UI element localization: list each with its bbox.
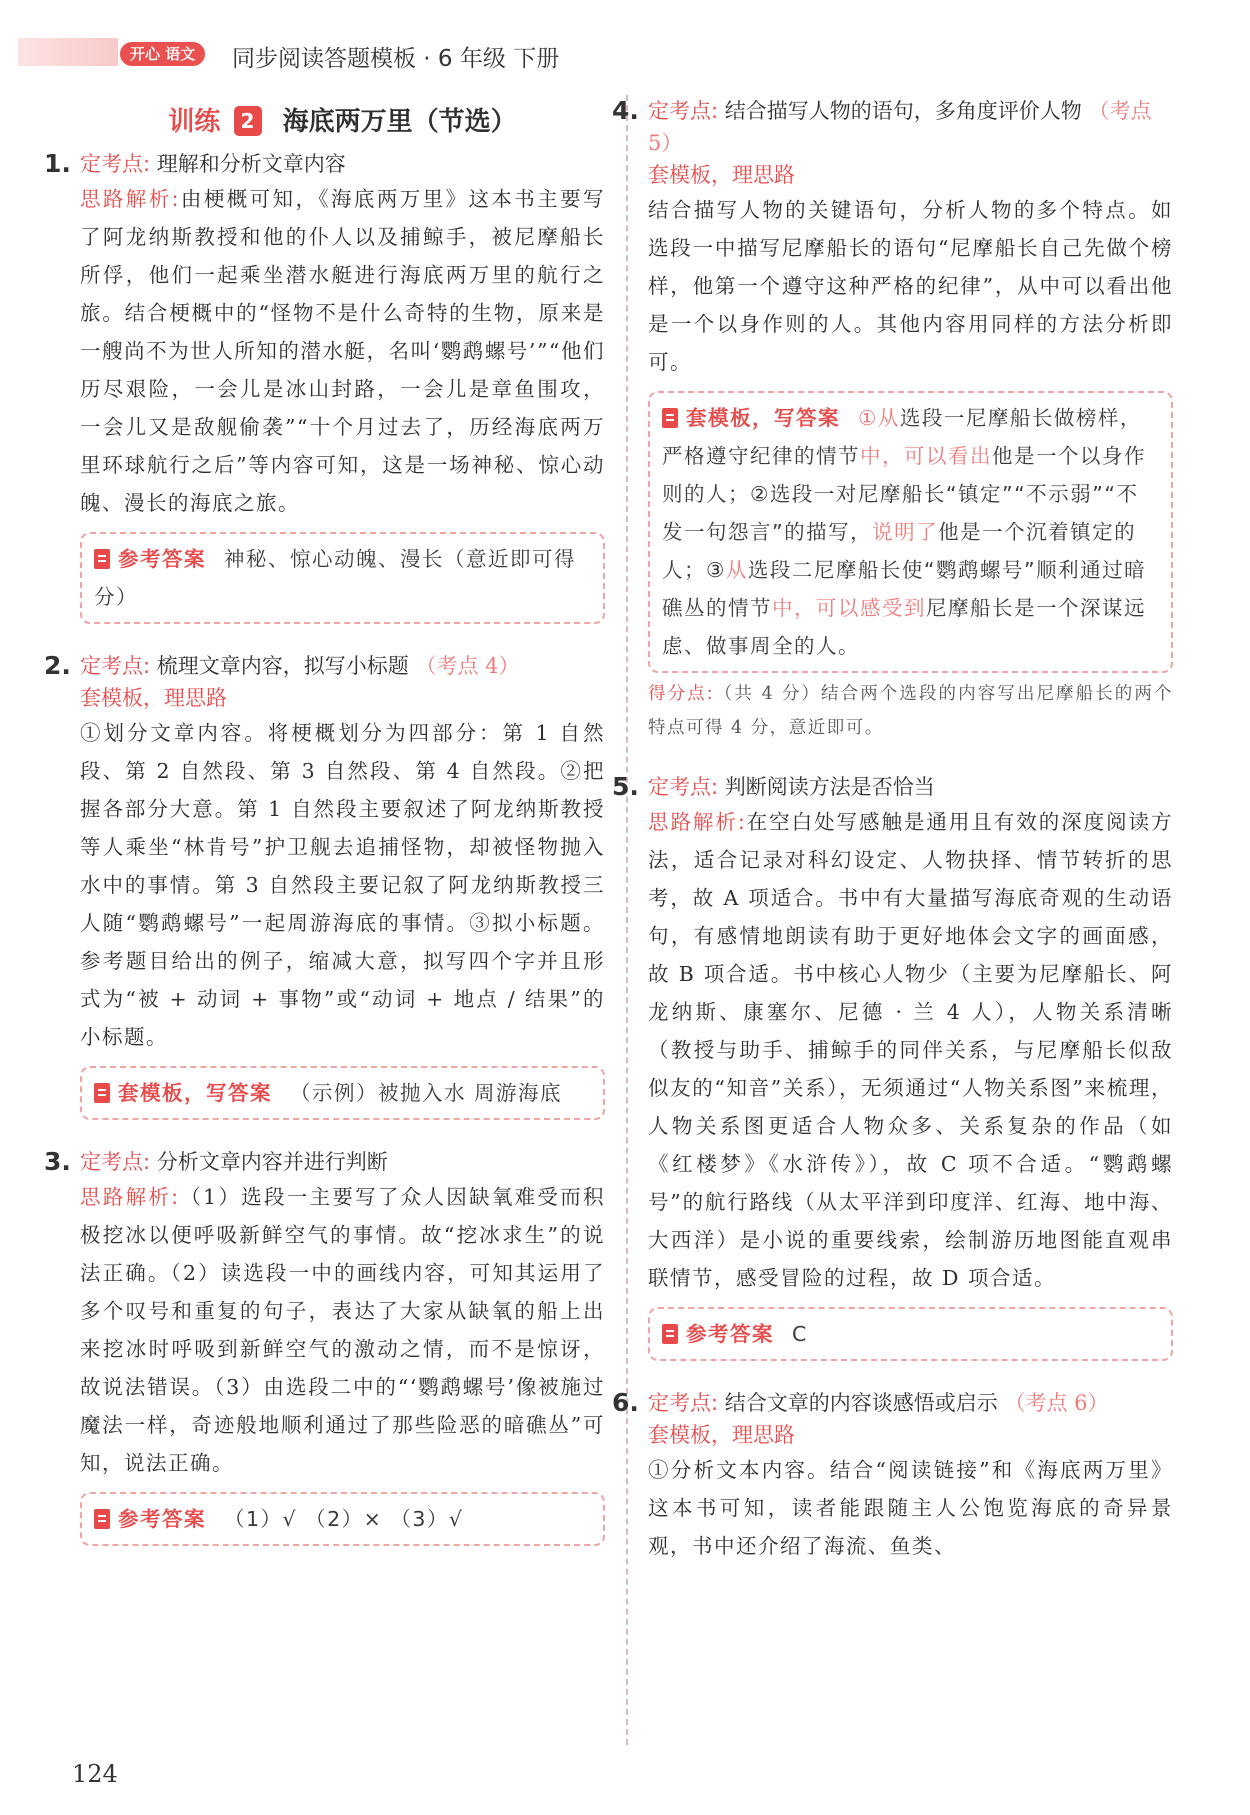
left-column [44,95,605,1572]
answer-label [662,1322,774,1346]
q6-kaodian-note: （考点 6） [1004,1391,1109,1415]
q4-answer-part: 选段一尼摩船长做榜样，严格遵守纪律的情节 [662,406,1142,468]
q6-header [612,1387,1173,1419]
q5-answer-box [648,1307,1173,1361]
q4-answer-part: 中，可以感受到 [772,596,926,620]
defen-label: 得分点: [648,684,715,704]
q4-answer-part: 他是一个沉着镇定的人；③ [662,520,1137,582]
q6-analysis: ①分析文本内容。结合“阅读链接”和《海底两万里》这本书可知，读者能跟随主人公饱览海底的奇异景观，书中还介绍了海流、鱼类、 [648,1458,1173,1558]
q4-answer-part: ①从 [858,406,900,430]
template-think-label: 套模板，理思路 [648,163,795,187]
answer-icon [662,408,678,428]
section-title [80,101,605,138]
kaodian-label: 定考点: [648,775,719,799]
q4-analysis: 结合描写人物的关键语句，分析人物的多个特点。如选段一中描写尼摩船长的语句“尼摩船长自己先做个榜样，他第一个遵守这种严格的纪律”，从中可以看出他是一个以身作则的人。其他内容用同样的方法分析即可。 [648,198,1173,374]
q3-answer-box [80,1492,605,1546]
q4-kaodian: 结合描写人物的语句，多角度评价人物 [724,99,1082,123]
write-answer-label [662,406,840,430]
q1-header [44,148,605,180]
q3-header [44,1146,605,1178]
answer-icon [94,1083,110,1103]
q5-answer: C [792,1322,808,1346]
question-2 [44,650,605,1120]
q1-answer-box [80,532,605,624]
q4-kaodian-note: （考点 5） [648,99,1152,155]
q5-number: 5. [612,772,639,801]
kaodian-label: 定考点: [80,152,151,176]
q5-kaodian: 判断阅读方法是否恰当 [724,775,935,799]
q4-scoring [648,677,1173,745]
q4-answer-part: 他是一个以身作则的人；②选段一对尼摩船长“镇定”“不示弱”“不发一句怨言”的描写， [662,444,1146,544]
q3-kaodian: 分析文章内容并进行判断 [156,1150,388,1174]
write-answer-label-text: 套模板，写答案 [118,1081,272,1105]
q3-answer: （1）√ （2）× （3）√ [224,1507,464,1531]
answer-icon [94,549,110,569]
header-strip [18,38,118,66]
q4-answer-part: 选段二尼摩船长使“鹦鹉螺号”顺利通过暗礁丛的情节 [662,558,1147,620]
q2-number: 2. [44,651,71,680]
silu-label: 思路解析: [648,810,747,834]
q4-answer-part: 从 [725,558,748,582]
q2-analysis: ①划分文章内容。将梗概划分为四部分：第 1 自然段、第 2 自然段、第 3 自然段、第 4 自然段。②把握各部分大意。第 1 自然段主要叙述了阿龙纳斯教授等人乘坐“林肯号”护卫舰去追捕怪物，却被怪物抛入水中的事情。第 3 自然段主要记叙了阿龙纳斯教授三人随“鹦鹉螺号”一起周游海底的事情。③拟小标题。参考题目给出的例子，缩减大意，拟写四个字并且形式为“被 + 动词 + 事物”或“动词 + 地点 / 结果”的小标题。 [80,721,605,1049]
q1-answer: 神秘、惊心动魄、漫长（意近即可得分） [94,547,576,609]
q3-silu: （1）选段一主要写了众人因缺氧难受而积极挖冰以便呼吸新鲜空气的事情。故“挖冰求生”的说法正确。（2）读选段一中的画线内容，可知其运用了多个叹号和重复的句子，表达了大家从缺氧的船上出来挖冰时呼吸到新鲜空气的激动之情，而不是惊讶，故说法错误。（3）由选段二中的“‘鹦鹉螺号’像被施过魔法一样，奇迹般地顺利通过了那些险恶的暗礁丛”可知，说法正确。 [80,1185,605,1475]
q4-number: 4. [612,96,639,125]
q3-number: 3. [44,1147,71,1176]
question-6 [612,1387,1173,1565]
kaodian-label: 定考点: [80,654,151,678]
q5-silu: 在空白处写感触是通用且有效的深度阅读方法，适合记录对科幻设定、人物抉择、情节转折的思考，故 A 项适合。书中有大量描写海底奇观的生动语句，有感情地朗读有助于更好地体会文字的画面感，故 B 项合适。书中核心人物少（主要为尼摩船长、阿龙纳斯、康塞尔、尼德 · 兰 4 人），人物关系清晰（教授与助手、捕鲸手的同伴关系，与尼摩船长似敌似友的“知音”关系），无须通过“人物关系图”来梳理，人物关系图更适合人物众多、关系复杂的作品（如《红楼梦》《水浒传》），故 C 项不合适。“鹦鹉螺号”的航行路线（从太平洋到印度洋、红海、地中海、大西洋）是小说的重要线索，绘制游历地图能直观串联情节，感受冒险的过程，故 D 项合适。 [648,810,1173,1290]
brand-badge: 开心 语文 [120,42,205,66]
right-column [612,95,1173,1591]
answer-label-text: 参考答案 [118,1507,206,1531]
kaodian-label: 定考点: [80,1150,151,1174]
q4-answer-part: 中，可以看出 [860,444,992,468]
q5-analysis [648,803,1173,1297]
answer-label [94,1507,206,1531]
column-divider [626,95,628,1745]
kaodian-label: 定考点: [648,1391,719,1415]
kaodian-label: 定考点: [648,99,719,123]
q1-number: 1. [44,149,71,178]
page-number: 124 [72,1760,118,1788]
answer-icon [662,1324,678,1344]
q1-kaodian: 理解和分析文章内容 [156,152,346,176]
q3-analysis [80,1178,605,1482]
answer-label-text: 参考答案 [686,1322,774,1346]
q4-answer-part: 尼摩船长是一个深谋远虑、做事周全的人。 [662,596,1146,658]
silu-label: 思路解析: [80,1185,180,1209]
q4-header [612,95,1173,159]
question-1 [44,148,605,624]
silu-label: 思路解析: [80,187,181,211]
write-answer-label-text: 套模板，写答案 [686,406,840,430]
q6-kaodian: 结合文章的内容谈感悟或启示 [724,1391,998,1415]
template-think-label: 套模板，理思路 [648,1423,795,1447]
question-3 [44,1146,605,1546]
answer-label [94,547,206,571]
q4-answer-box [648,391,1173,673]
q1-silu: 由梗概可知，《海底两万里》这本书主要写了阿龙纳斯教授和他的仆人以及捕鲸手，被尼摩船长所俘，他们一起乘坐潜水艇进行海底两万里的航行之旅。结合梗概中的“怪物不是什么奇特的生物，原来是一艘尚不为世人所知的潜水艇，名叫‘鹦鹉螺号’”“他们历尽艰险，一会儿是冰山封路，一会儿是章鱼围攻，一会儿又是敌舰偷袭”“十个月过去了，历经海底两万里环球航行之后”等内容可知，这是一场神秘、惊心动魄、漫长的海底之旅。 [80,187,605,515]
section-tag: 训练 [168,107,221,137]
q2-kaodian-note: （考点 4） [415,654,520,678]
section-number: 2 [234,106,262,136]
answer-icon [94,1509,110,1529]
book-title: 同步阅读答题模板 · 6 年级 下册 [232,46,560,72]
q2-answer-box [80,1066,605,1120]
section-heading: 海底两万里（节选） [282,107,517,137]
question-4 [612,95,1173,745]
write-answer-label [94,1081,272,1105]
q2-header [44,650,605,682]
question-5 [612,771,1173,1361]
q6-number: 6. [612,1388,639,1417]
q2-kaodian: 梳理文章内容，拟写小标题 [156,654,409,678]
q2-answer: （示例）被抛入水 周游海底 [290,1081,563,1105]
template-think-label: 套模板，理思路 [80,686,227,710]
q4-defen: （共 4 分）结合两个选段的内容写出尼摩船长的两个特点可得 4 分，意近即可。 [648,684,1173,738]
q1-analysis [80,180,605,522]
q5-header [612,771,1173,803]
answer-label-text: 参考答案 [118,547,206,571]
q4-answer-part: 说明了 [872,520,939,544]
